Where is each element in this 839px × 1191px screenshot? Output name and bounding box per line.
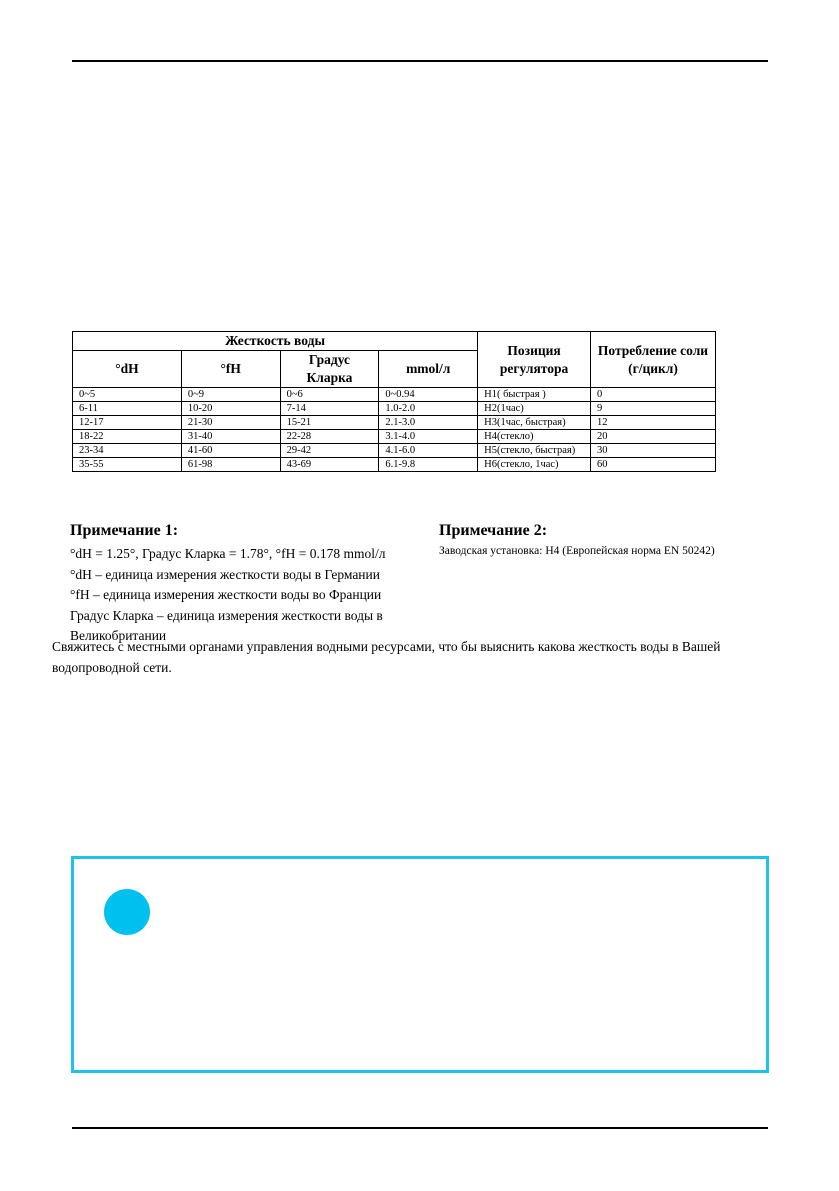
- cell-mmol: 0~0.94: [379, 388, 478, 402]
- footer-rule: [72, 1127, 768, 1129]
- cell-fh: 61-98: [181, 458, 280, 472]
- cell-fh: 21-30: [181, 416, 280, 430]
- contact-paragraph: Свяжитесь с местными органами управления водными ресурсами, что бы выяснить какова жесткость воды в Вашей водопроводной сети.: [52, 639, 721, 675]
- cell-mmol: 1.0-2.0: [379, 402, 478, 416]
- cell-clark: 0~6: [280, 388, 379, 402]
- cell-fh: 41-60: [181, 444, 280, 458]
- cell-clark: 29-42: [280, 444, 379, 458]
- cell-salt: 12: [590, 416, 715, 430]
- cell-position: H3(1час, быстрая): [478, 416, 591, 430]
- header-dh: °dH: [73, 351, 182, 388]
- table-row: [73, 458, 716, 472]
- header-fh: °fH: [181, 351, 280, 388]
- cell-dh: 12-17: [73, 416, 182, 430]
- note1-line: °dH – единица измерения жесткости воды в Германии: [70, 566, 380, 582]
- cell-salt: 20: [590, 430, 715, 444]
- cell-dh: 23-34: [73, 444, 182, 458]
- cell-mmol: 3.1-4.0: [379, 430, 478, 444]
- table-row: [73, 402, 716, 416]
- note1-line: °fH – единица измерения жесткости воды во Франции: [70, 587, 382, 602]
- cell-mmol: 2.1-3.0: [379, 416, 478, 430]
- cell-fh: 0~9: [181, 388, 280, 402]
- table-row: [73, 416, 716, 430]
- cell-mmol: 6.1-9.8: [379, 458, 478, 472]
- header-salt-consumption: Потребление соли (г/цикл): [590, 332, 715, 388]
- note1-line: °dH = 1.25°, Градус Кларка = 1.78°, °fH = 0.178 mmol/л: [70, 546, 386, 561]
- header-water-hardness: Жесткость воды: [73, 332, 478, 351]
- cell-dh: 6-11: [73, 402, 182, 416]
- info-icon: [104, 889, 150, 935]
- header-mmol: mmol/л: [379, 351, 478, 388]
- cell-dh: 0~5: [73, 388, 182, 402]
- cell-position: H1( быстрая ): [478, 388, 591, 402]
- water-hardness-table: [72, 331, 716, 472]
- header-regulator-position: Позиция регулятора: [478, 332, 591, 388]
- cell-fh: 10-20: [181, 402, 280, 416]
- table-row: [73, 444, 716, 458]
- cell-position: H2(1час): [478, 402, 591, 416]
- note2-body: Заводская установка: H4 (Европейская норма EN 50242): [439, 545, 715, 557]
- note1-title: Примечание 1:: [70, 522, 179, 539]
- header-clark: Градус Кларка: [280, 351, 379, 388]
- cell-salt: 0: [590, 388, 715, 402]
- cell-dh: 35-55: [73, 458, 182, 472]
- cell-fh: 31-40: [181, 430, 280, 444]
- cell-position: H4(стекло): [478, 430, 591, 444]
- cell-clark: 15-21: [280, 416, 379, 430]
- table-row: [73, 388, 716, 402]
- cell-mmol: 4.1-6.0: [379, 444, 478, 458]
- note1-line: Градус Кларка – единица измерения жесткости воды в Великобритании: [70, 607, 383, 643]
- cell-position: H5(стекло, быстрая): [478, 444, 591, 458]
- cell-clark: 22-28: [280, 430, 379, 444]
- cell-position: H6(стекло, 1час): [478, 458, 591, 472]
- note1-body: [70, 544, 420, 647]
- cell-salt: 9: [590, 402, 715, 416]
- cell-clark: 43-69: [280, 458, 379, 472]
- header-rule: [72, 60, 768, 62]
- cell-clark: 7-14: [280, 402, 379, 416]
- info-box: [71, 856, 769, 1073]
- cell-salt: 30: [590, 444, 715, 458]
- note2-title: Примечание 2:: [439, 522, 548, 539]
- table-row: [73, 430, 716, 444]
- cell-dh: 18-22: [73, 430, 182, 444]
- cell-salt: 60: [590, 458, 715, 472]
